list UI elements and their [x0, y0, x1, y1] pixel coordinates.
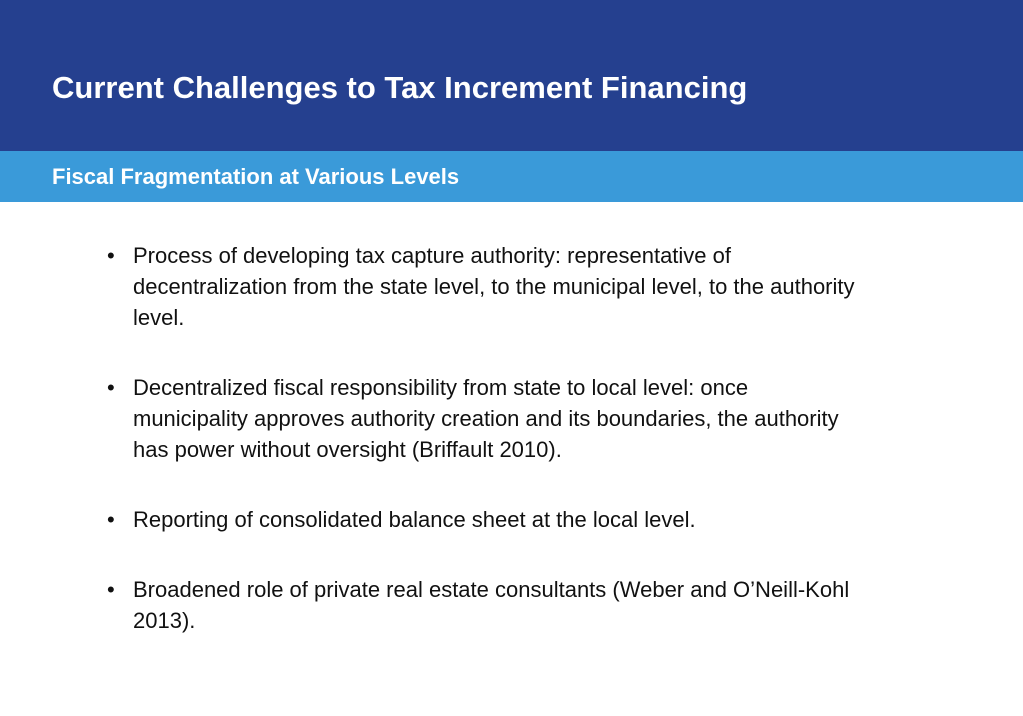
slide-subtitle: Fiscal Fragmentation at Various Levels [52, 164, 460, 189]
bullet-text: Broadened role of private real estate consultants (Weber and O’Neill-Kohl 2013). [133, 577, 850, 633]
bullet-item [103, 240, 863, 333]
bullet-text: Reporting of consolidated balance sheet at the local level. [133, 507, 696, 532]
bullet-dot-icon: • [107, 375, 115, 400]
bullet-dot-icon: • [107, 243, 115, 268]
title-band [0, 0, 1023, 151]
slide-title: Current Challenges to Tax Increment Financing [52, 70, 748, 105]
subtitle-band [0, 151, 1023, 202]
bullet-item [103, 504, 863, 535]
bullet-dot-icon: • [107, 507, 115, 532]
bullet-text: Process of developing tax capture authority: representative of decentralization from the state level, to the municipal level, to the authority level. [133, 243, 855, 330]
bullet-item [103, 574, 863, 636]
bullet-list [103, 240, 863, 636]
bullet-item [103, 372, 863, 465]
bullet-dot-icon: • [107, 577, 115, 602]
bullet-text: Decentralized fiscal responsibility from state to local level: once municipality approves authority creation and its boundaries, the authority has power without oversight (Briffault 2010). [133, 375, 839, 462]
